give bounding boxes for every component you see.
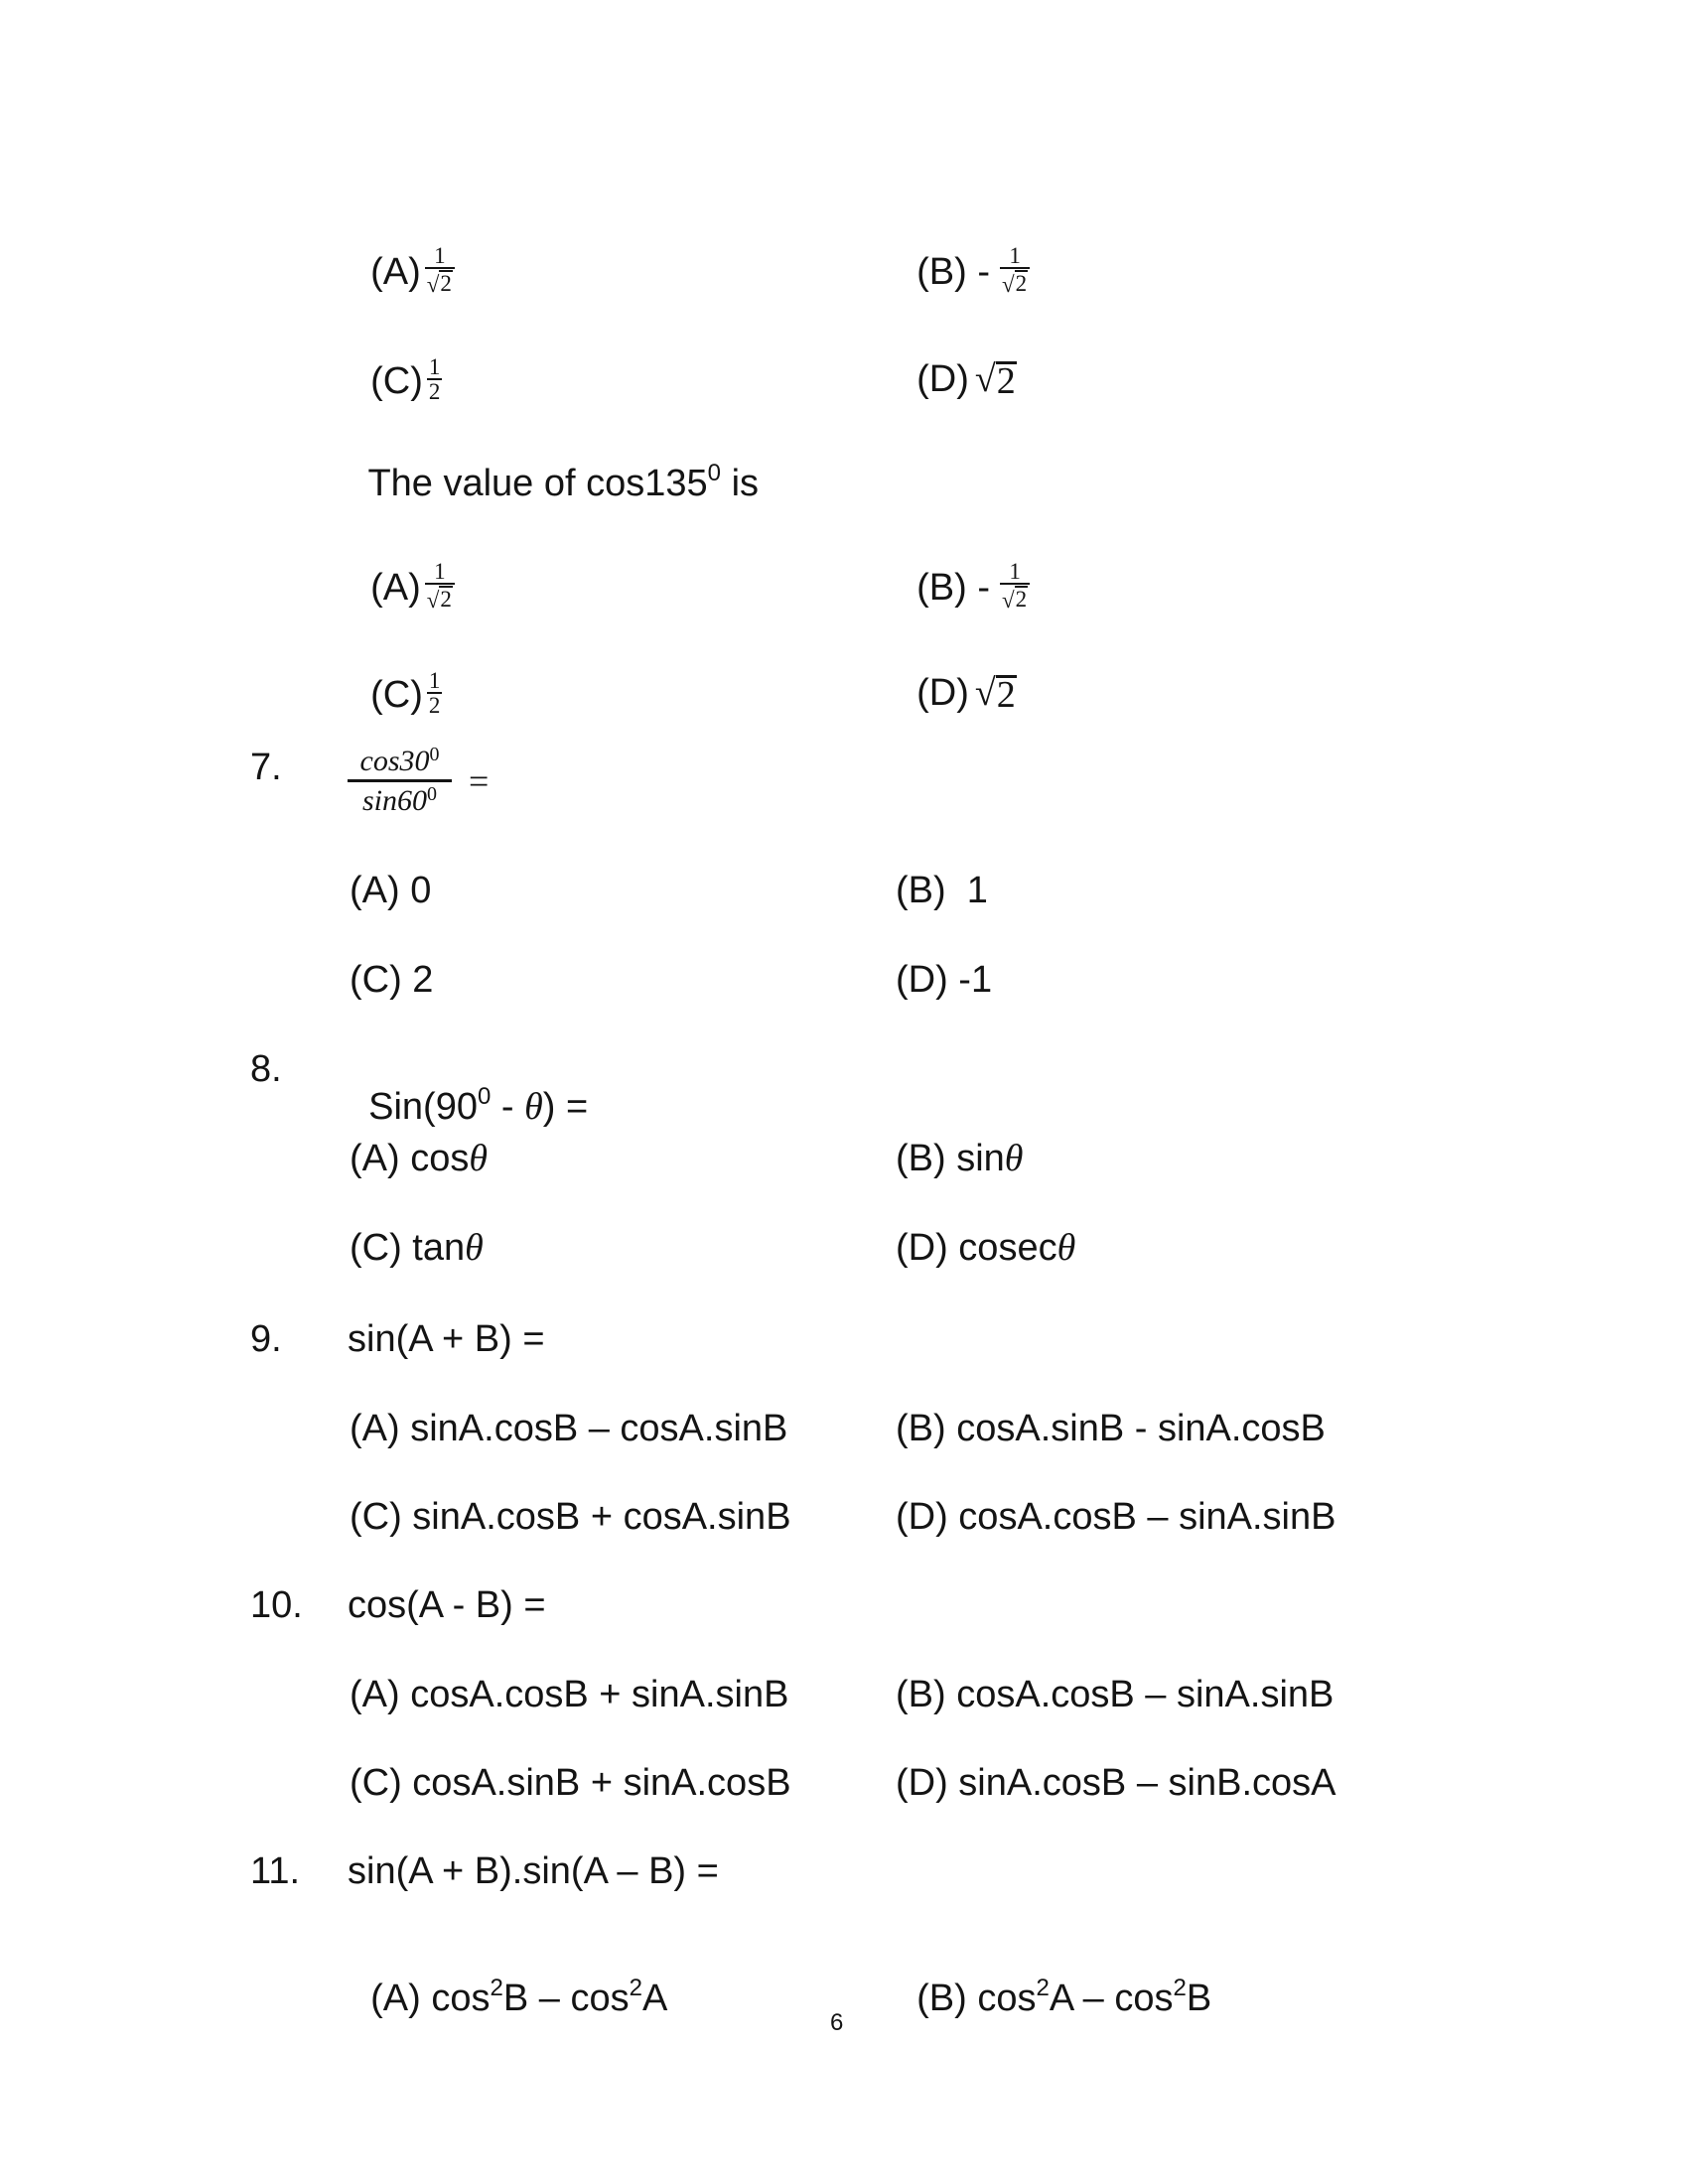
option-d-q10: (D) sinA.cosB – sinB.cosA [896,1762,1336,1804]
option-a-block-a [350,211,455,297]
denominator [361,783,437,817]
option-label: (D) [916,672,969,714]
question-10-stem: cos(A - B) = [348,1584,546,1626]
numerator: 1 [1009,243,1021,268]
fraction-one-half [427,670,443,716]
radical-icon: √ [974,672,996,714]
option-c-q7: (C) 2 [350,959,434,1001]
question-number-7: 7. [250,747,282,788]
fraction-one-over-root-two [425,245,455,295]
option-d-block-a [896,323,1017,402]
option-label: (C) [370,674,423,717]
option-a-q11 [350,1942,668,2019]
option-a-q7: (A) 0 [350,870,432,911]
radicand: 2 [996,360,1016,402]
option-c-block-b [350,636,442,718]
theta-symbol: θ [469,1138,489,1179]
numerator [359,744,440,777]
numerator: 1 [1009,559,1021,584]
option-b-block-a [896,211,1030,297]
denominator [1000,586,1030,611]
option-d-q9: (D) cosA.cosB – sinA.sinB [896,1496,1336,1538]
radicand: 2 [1015,587,1028,612]
option-b-q7: (B) 1 [896,870,988,911]
theta-symbol: θ [524,1086,543,1128]
radical-icon: √ [974,358,996,400]
option-c-q9: (C) sinA.cosB + cosA.sinB [350,1496,791,1538]
option-b-q8 [896,1140,1023,1177]
numerator-text: cos30 [359,745,430,777]
root-two [974,358,1017,402]
square-superscript: 2 [1036,1975,1050,2001]
option-label: (A) [370,567,421,610]
question-8-stem [348,1050,589,1128]
radicand: 2 [440,587,452,612]
radicand: 2 [996,674,1016,716]
square-superscript: 2 [629,1975,642,2001]
option-label: (D) [916,358,969,400]
option-label: (C) [370,360,423,403]
option-c-q10: (C) cosA.sinB + sinA.cosB [350,1762,791,1804]
denominator: 2 [428,693,441,718]
numerator: 1 [428,354,441,379]
fraction-bar [1000,583,1030,585]
equals-sign: = [469,761,490,801]
numerator: 1 [428,668,441,693]
radicand: 2 [440,271,452,296]
degree-superscript: 0 [477,1083,492,1110]
option-a-q10: (A) cosA.cosB + sinA.sinB [350,1674,789,1715]
fraction-one-over-root-two [425,561,455,611]
denominator: 2 [428,379,441,404]
option-text: (D) cosec [896,1227,1057,1269]
question-7-fraction [348,744,490,817]
option-text: B [1186,1978,1212,2019]
option-d-block-b [896,636,1017,716]
option-b-q11 [896,1942,1212,2019]
degree-superscript: 0 [427,783,437,805]
option-label: (B) - [916,251,990,294]
question-number-10: 10. [250,1584,303,1626]
radical-icon: √ [426,272,440,297]
fraction-cos30-over-sin60 [348,744,452,817]
stem-text: ) = [542,1086,589,1128]
theta-symbol: θ [1004,1138,1024,1179]
denominator-text: sin60 [361,784,427,817]
option-a-q9: (A) sinA.cosB – cosA.sinB [350,1408,788,1449]
denominator [1000,270,1030,295]
root-two [974,672,1017,716]
question-number-9: 9. [250,1318,282,1360]
question-number-8: 8. [250,1048,282,1090]
option-text: A [641,1978,668,2019]
option-a-block-b [350,527,455,613]
fraction-bar [1000,267,1030,269]
fraction-bar [425,267,455,269]
option-text: B – cos [502,1978,630,2019]
option-b-q9: (B) cosA.sinB - sinA.cosB [896,1408,1326,1449]
question-9-stem: sin(A + B) = [348,1318,545,1360]
option-text: (A) cos [350,1138,470,1179]
option-b-q10: (B) cosA.cosB – sinA.sinB [896,1674,1335,1715]
fraction-one-over-root-two [1000,245,1030,295]
page-number: 6 [830,2009,844,2036]
question-11-stem: sin(A + B).sin(A – B) = [348,1850,719,1892]
radicand: 2 [1015,271,1028,296]
option-label: (A) [370,251,421,294]
option-c-q8 [350,1229,484,1267]
option-d-q8 [896,1229,1075,1267]
numerator: 1 [434,559,446,584]
fraction-bar [425,583,455,585]
denominator [425,586,455,611]
fraction-bar [348,779,452,782]
radical-icon: √ [1002,588,1015,613]
stem-text: Sin(90 [368,1086,478,1128]
option-c-block-a [350,323,442,404]
radical-icon: √ [426,588,440,613]
numerator: 1 [434,243,446,268]
fraction-one-half [427,356,443,402]
question-text: The value of cos135 [367,463,708,504]
option-text: A – cos [1049,1978,1174,2019]
question-text-suffix: is [721,463,760,504]
radical-icon: √ [1002,272,1015,297]
option-text: (B) sin [896,1138,1005,1179]
denominator [425,270,455,295]
fraction-one-over-root-two [1000,561,1030,611]
theta-symbol: θ [465,1227,484,1269]
stem-text: - [491,1086,525,1128]
theta-symbol: θ [1056,1227,1076,1269]
option-a-q8 [350,1140,488,1177]
question-number-11: 11. [250,1850,301,1892]
option-b-block-b [896,527,1030,613]
option-text: (B) cos [916,1978,1037,2019]
option-label: (B) - [916,567,990,610]
question-cos135 [348,427,760,504]
option-text: (A) cos [370,1978,491,2019]
square-superscript: 2 [490,1975,503,2001]
degree-superscript: 0 [707,460,722,486]
square-superscript: 2 [1173,1975,1187,2001]
degree-superscript: 0 [429,744,440,765]
option-text: (C) tan [350,1227,466,1269]
option-d-q7: (D) -1 [896,959,993,1001]
